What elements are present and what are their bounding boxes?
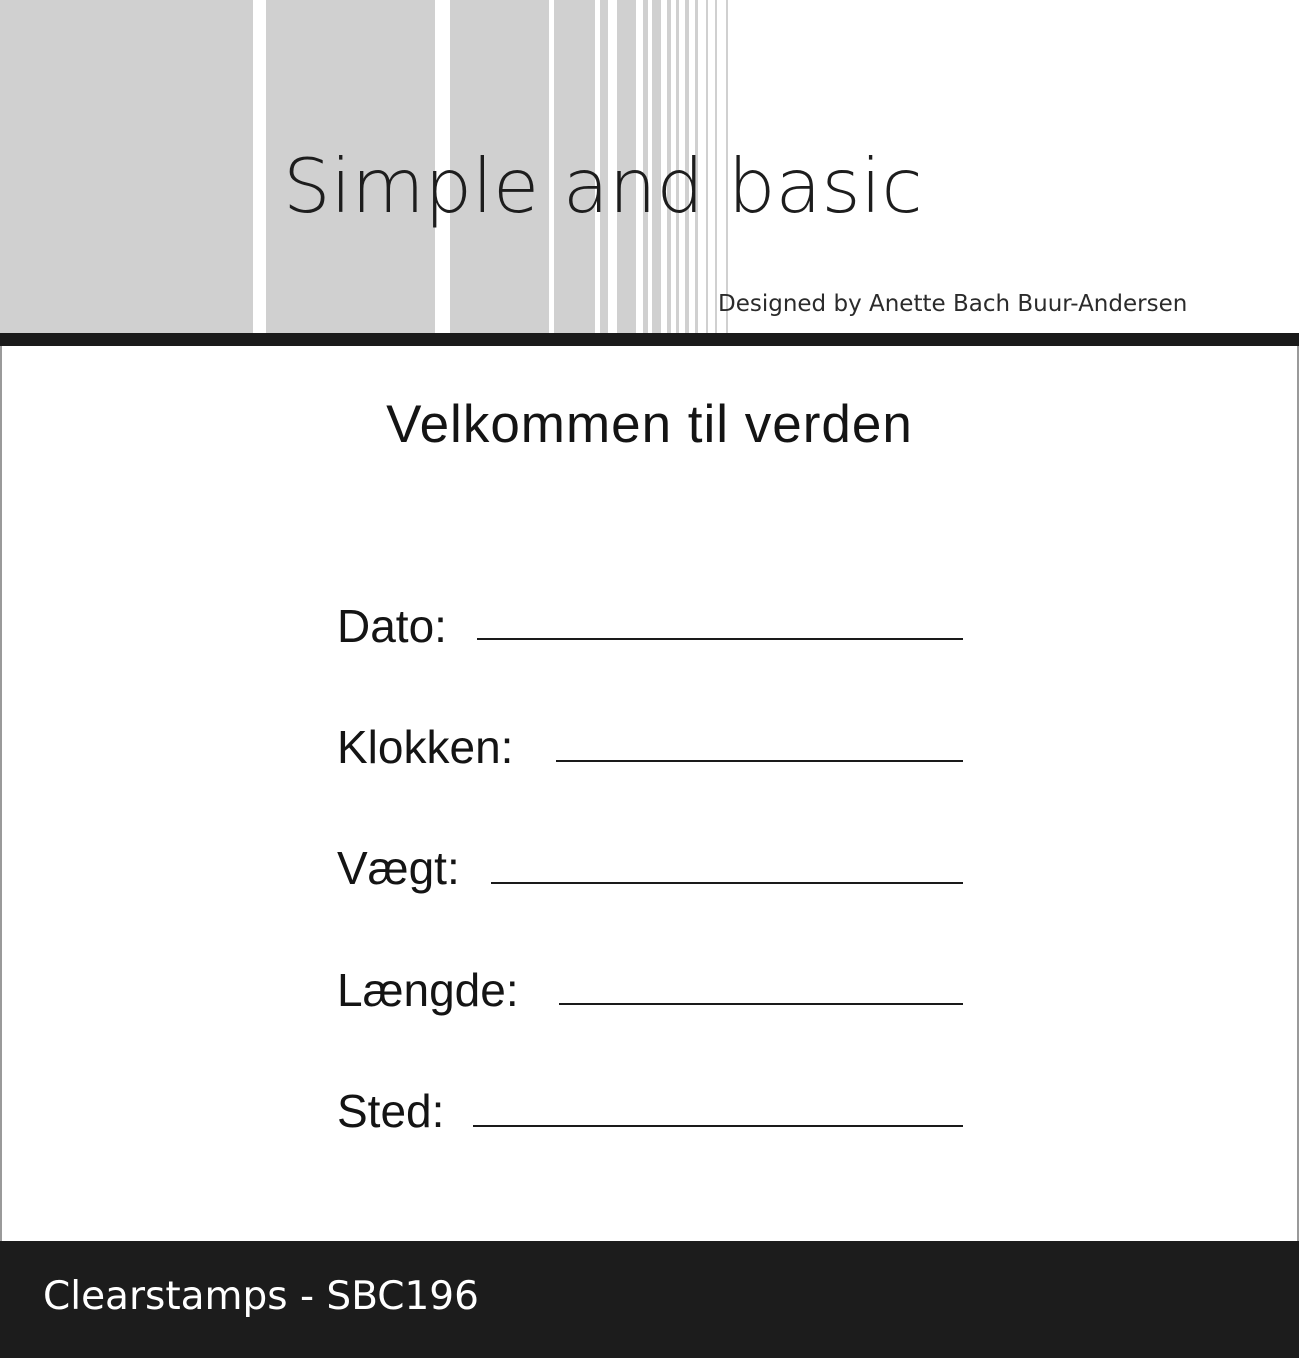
field-label: Klokken:: [337, 721, 514, 773]
fill-in-line: [491, 882, 963, 884]
frame-border-left: [0, 346, 2, 1241]
header-banner: [0, 0, 1299, 333]
field-label: Dato:: [337, 600, 447, 652]
stamp-field-sted: [337, 1081, 963, 1141]
brand-title: Simple and basic: [283, 142, 923, 230]
fill-in-line: [477, 638, 963, 640]
fill-in-line: [473, 1125, 963, 1127]
fill-in-line: [559, 1003, 963, 1005]
field-label: Sted:: [337, 1085, 445, 1137]
stamp-field-dato: [337, 596, 963, 656]
field-label: Længde:: [337, 964, 519, 1016]
stamp-field-klokken: [337, 717, 963, 777]
decorative-stripe: [0, 0, 253, 333]
designer-credit: Designed by Anette Bach Buur-Andersen: [718, 291, 1188, 317]
stamp-field-vaegt: [337, 838, 963, 898]
header-divider: [0, 333, 1299, 346]
product-code: Clearstamps - SBC196: [43, 1274, 479, 1319]
stamp-field-laengde: [337, 960, 963, 1020]
field-label: Vægt:: [337, 842, 460, 894]
fill-in-line: [556, 760, 963, 762]
stamp-title: Velkommen til verden: [386, 395, 913, 454]
